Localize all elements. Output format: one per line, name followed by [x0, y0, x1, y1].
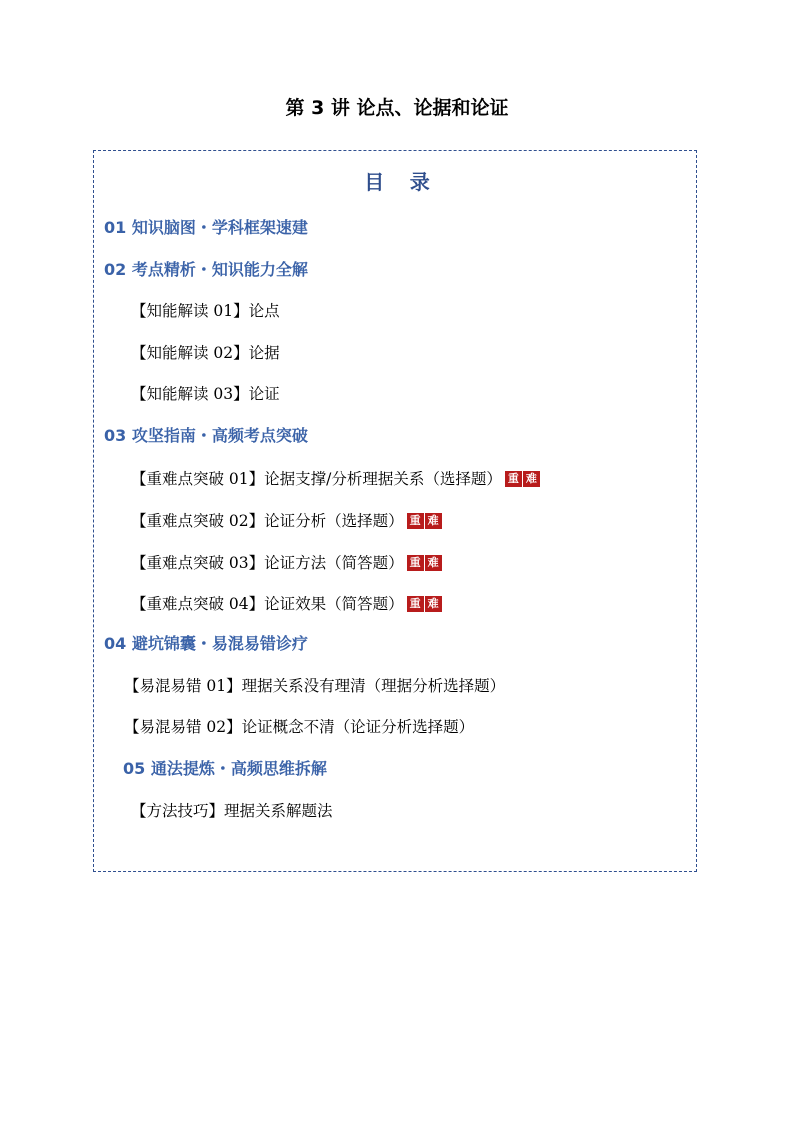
- toc-section-04[interactable]: 04 避坑锦囊・易混易错诊疗: [104, 634, 308, 653]
- difficulty-badge: [505, 467, 541, 487]
- toc-item-yihun-02[interactable]: 【易混易错 02】论证概念不清（论证分析选择题）: [124, 718, 475, 736]
- toc-item-zhongnan-04[interactable]: [131, 592, 443, 614]
- badge-char-zhong: 重: [407, 513, 424, 529]
- badge-char-zhong: 重: [505, 471, 522, 487]
- toc-item-zhineng-01[interactable]: 【知能解读 01】论点: [131, 302, 280, 320]
- badge-char-nan: 难: [425, 596, 442, 612]
- toc-heading: [0, 170, 794, 194]
- toc-section-01[interactable]: 01 知识脑图・学科框架速建: [104, 218, 308, 237]
- badge-char-nan: 难: [425, 555, 442, 571]
- page-title: 第 3 讲 论点、论据和论证: [285, 97, 509, 119]
- badge-char-zhong: 重: [407, 555, 424, 571]
- badge-char-nan: 难: [523, 471, 540, 487]
- toc-section-03[interactable]: 03 攻坚指南・高频考点突破: [104, 426, 308, 445]
- difficulty-badge: [407, 509, 443, 529]
- toc-item-zhineng-02[interactable]: 【知能解读 02】论据: [131, 344, 280, 362]
- toc-item-fangfa[interactable]: 【方法技巧】理据关系解题法: [131, 802, 333, 820]
- difficulty-badge: [407, 592, 443, 612]
- toc-item-zhongnan-03[interactable]: [131, 551, 443, 573]
- toc-section-05[interactable]: 05 通法提炼・高频思维拆解: [123, 759, 327, 778]
- toc-item-zhongnan-01[interactable]: [131, 467, 541, 489]
- toc-heading-char-1: 目: [364, 170, 385, 194]
- badge-char-zhong: 重: [407, 596, 424, 612]
- toc-heading-char-2: 录: [409, 170, 430, 194]
- toc-section-02[interactable]: 02 考点精析・知识能力全解: [104, 260, 308, 279]
- toc-item-zhineng-03[interactable]: 【知能解读 03】论证: [131, 385, 280, 403]
- toc-item-text: 【重难点突破 04】论证效果（简答题）: [131, 595, 404, 613]
- toc-item-text: 【重难点突破 01】论据支撑/分析理据关系（选择题）: [131, 470, 502, 488]
- toc-item-text: 【重难点突破 03】论证方法（简答题）: [131, 554, 404, 572]
- toc-item-text: 【重难点突破 02】论证分析（选择题）: [131, 512, 404, 530]
- difficulty-badge: [407, 551, 443, 571]
- toc-item-zhongnan-02[interactable]: [131, 509, 443, 531]
- badge-char-nan: 难: [425, 513, 442, 529]
- toc-item-yihun-01[interactable]: 【易混易错 01】理据关系没有理清（理据分析选择题）: [124, 677, 506, 695]
